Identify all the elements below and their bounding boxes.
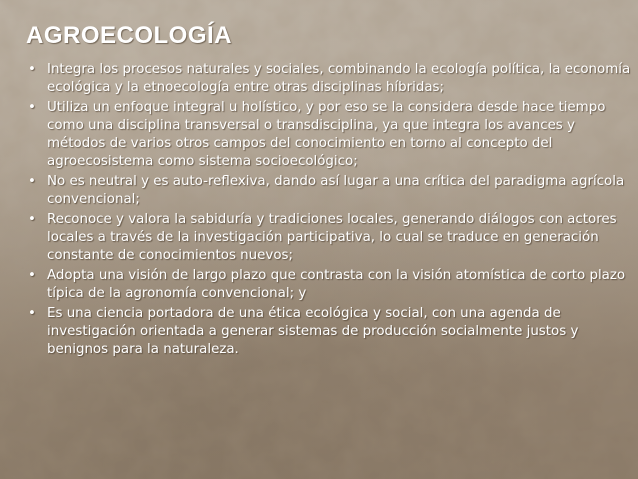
bullet-text: Reconoce y valora la sabiduría y tradiciones locales, generando diálogos con actores locales a través de la investigación participativa, lo cual se traduce en generación constante de conocimientos nuevos; [47,212,617,263]
bullet-icon: • [28,306,36,321]
bullet-icon: • [28,62,36,77]
slide-title: AGROECOLOGÍA [26,22,233,49]
bullet-text: Integra los procesos naturales y sociales, combinando la ecología política, la economía ecológica y la etnoecología entre otras disciplinas híbridas; [47,62,631,95]
list-item [26,211,634,265]
bullet-text: Adopta una visión de largo plazo que contrasta con la visión atomística de corto plazo típica de la agronomía convencional; y [47,268,626,301]
bullet-icon: • [28,212,36,227]
bullet-icon: • [28,174,36,189]
bullet-text: Es una ciencia portadora de una ética ecológica y social, con una agenda de investigación orientada a generar sistemas de producción socialmente justos y benignos para la naturaleza. [47,306,579,357]
list-item [26,173,634,209]
bullet-icon: • [28,100,36,115]
list-item [26,99,634,171]
bullet-text: No es neutral y es auto-reflexiva, dando así lugar a una crítica del paradigma agrícola convencional; [47,174,625,207]
list-item [26,61,634,97]
list-item [26,305,634,359]
bullet-icon: • [28,268,36,283]
bullet-list [26,61,634,361]
bullet-text: Utiliza un enfoque integral u holístico, y por eso se la considera desde hace tiempo como una disciplina transversal o transdisciplina, ya que integra los avances y métodos de varios otros campos del conocimiento en torno al concepto del agroecosistema como sistema socioecológico; [47,100,606,169]
list-item [26,267,634,303]
